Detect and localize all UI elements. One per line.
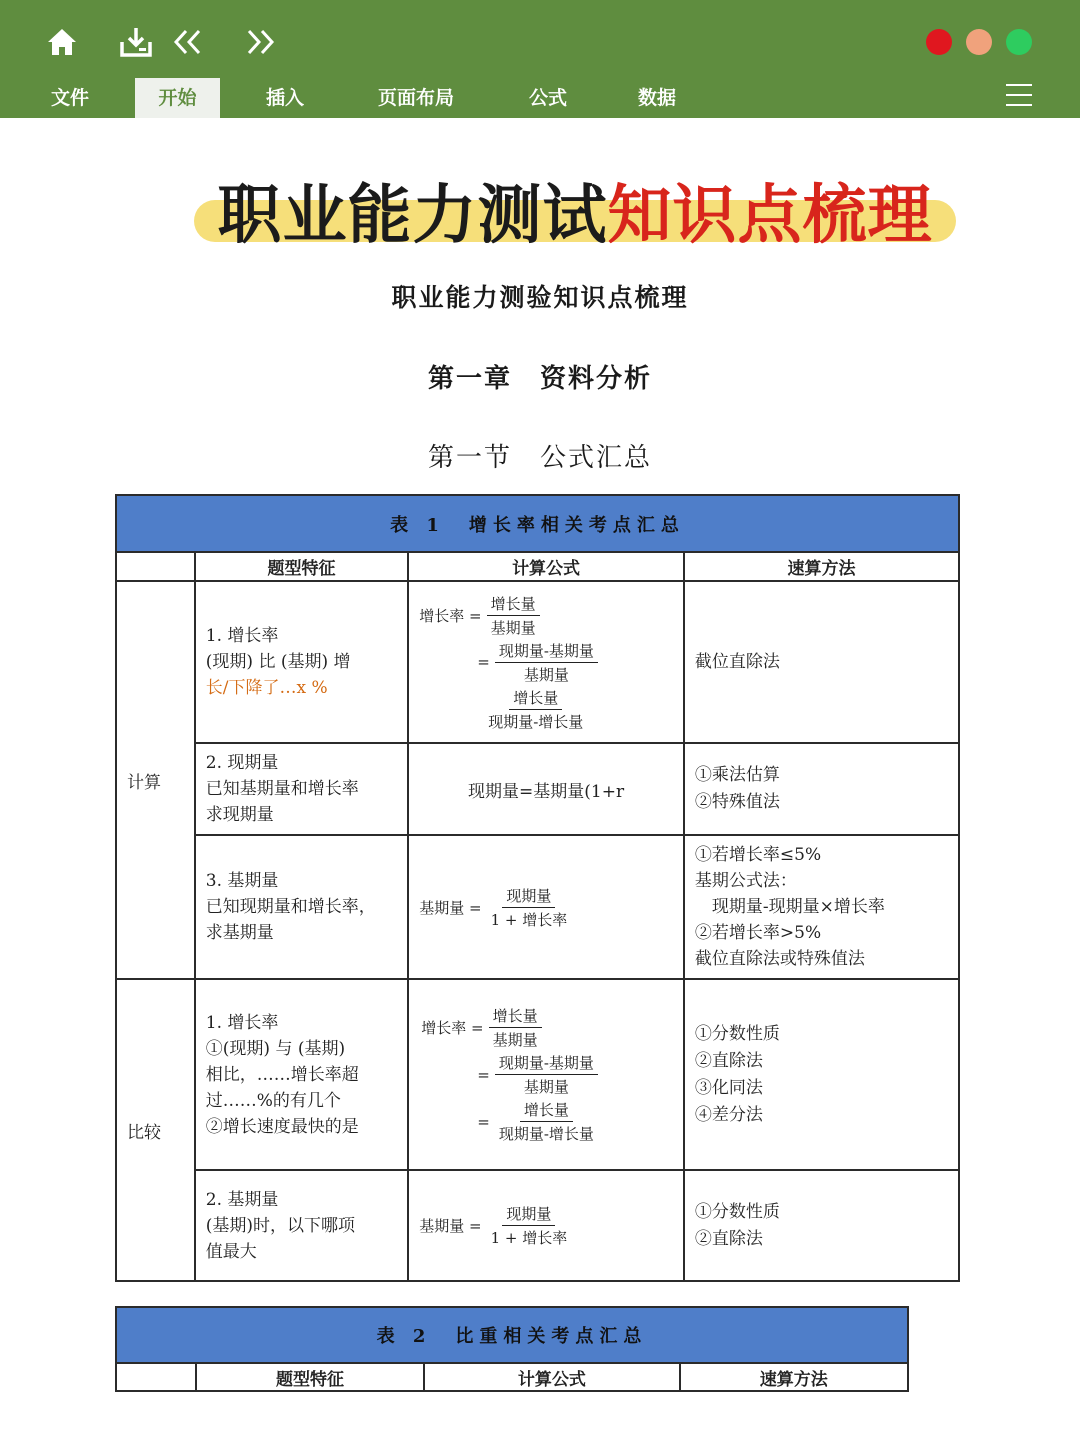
denominator: 基期量: [523, 665, 569, 684]
menu-formula[interactable]: 公式: [528, 87, 567, 109]
feature-cell: [195, 979, 408, 1170]
method-cell: [684, 581, 959, 743]
formula-cell: [408, 979, 684, 1170]
feature-line: 3. 基期量: [205, 871, 279, 891]
formula-cell: [408, 1170, 684, 1281]
formula-prefix: 增长率 =: [421, 1019, 484, 1037]
table1-header-method: 速算方法: [684, 552, 959, 581]
method-line: ②直除法: [694, 1228, 763, 1249]
method-line: ②特殊值法: [694, 792, 780, 812]
fraction: [495, 1052, 598, 1097]
minimize-window-dot[interactable]: [966, 29, 992, 55]
denominator: 现期量-增长量: [498, 1125, 594, 1143]
back-icon[interactable]: [170, 24, 206, 60]
fraction: [495, 640, 598, 685]
feature-cell: [195, 581, 408, 743]
table2-header-method: 速算方法: [680, 1363, 908, 1391]
numerator: 现期量-基期量: [495, 640, 598, 663]
table2-header-formula: 计算公式: [424, 1363, 679, 1391]
hamburger-menu-icon[interactable]: [1006, 84, 1032, 108]
method-line: ③化同法: [694, 1077, 763, 1098]
denominator: 1 + 增长率: [490, 910, 568, 929]
formula-cell: [408, 581, 684, 743]
method-line: ④差分法: [694, 1104, 763, 1125]
feature-line: 求基期量: [205, 923, 274, 943]
top-toolbar: [0, 0, 1080, 118]
menu-insert[interactable]: 插入: [265, 87, 304, 109]
formula-prefix: 基期量 =: [419, 898, 482, 917]
numerator: 增长量: [509, 687, 562, 710]
feature-line: 1. 增长率: [205, 626, 279, 646]
numerator: 现期量: [502, 885, 555, 908]
formula-line: [479, 687, 675, 732]
denominator: 基期量: [523, 1078, 569, 1096]
denominator: 现期量-增长量: [488, 712, 584, 731]
fraction: [484, 687, 587, 732]
method-line: 现期量-现期量×增长率: [694, 897, 885, 917]
feature-line: 已知现期量和增长率，: [205, 897, 376, 917]
table-row: [116, 581, 959, 743]
table1-caption: 表 1 增长率相关考点汇总: [116, 495, 959, 552]
method-line: ①分数性质: [694, 1201, 780, 1222]
table2-header-feature: 题型特征: [196, 1363, 424, 1391]
menu-home[interactable]: 开始: [135, 78, 220, 118]
feature-line: (现期) 比 (基期) 增: [205, 652, 351, 672]
method-line: ②直除法: [694, 1050, 763, 1071]
formula-cell: [408, 835, 684, 979]
formula-cell: 现期量=基期量(1+r: [408, 743, 684, 835]
feature-line: 1. 增长率: [205, 1012, 279, 1033]
feature-line: 2. 基期量: [205, 1189, 279, 1210]
feature-line: 过……%的有几个: [205, 1090, 341, 1111]
feature-line: 求现期量: [205, 805, 274, 825]
document-subtitle: 职业能力测验知识点梳理: [391, 283, 689, 312]
feature-line: 值最大: [205, 1241, 257, 1262]
menu-page-layout[interactable]: 页面布局: [377, 87, 454, 109]
denominator: 1 + 增长率: [490, 1229, 568, 1247]
denominator: 基期量: [490, 618, 536, 637]
feature-cell: [195, 743, 408, 835]
formula-line: [477, 1052, 675, 1097]
table2-caption: 表 2 比重相关考点汇总: [116, 1307, 908, 1363]
method-cell: [684, 835, 959, 979]
table2-header-blank: [116, 1363, 196, 1391]
formula-prefix: 增长率 =: [419, 606, 482, 625]
method-line: 截位直除法: [694, 651, 780, 672]
feature-line: (基期)时，以下哪项: [205, 1215, 356, 1236]
method-line: 基期公式法：: [694, 871, 797, 891]
page-title: [190, 164, 960, 256]
table1-header-blank: [116, 552, 195, 581]
table1-header-feature: 题型特征: [195, 552, 408, 581]
formula-prefix: =: [477, 1065, 490, 1084]
feature-line: 相比，……增长率超: [205, 1064, 359, 1085]
forward-icon[interactable]: [242, 24, 278, 60]
formula-prefix: =: [477, 1112, 490, 1131]
method-cell: [684, 979, 959, 1170]
title-red-part: 知识点梳理: [607, 178, 933, 253]
feature-cell: [195, 1170, 408, 1281]
feature-line: ②增长速度最快的是: [205, 1116, 359, 1137]
fraction: [489, 1005, 542, 1050]
numerator: 现期量: [502, 1203, 555, 1226]
table-proportion: [115, 1306, 909, 1392]
feature-line: ①(现期) 与 (基期): [205, 1038, 346, 1059]
feature-cell: [195, 835, 408, 979]
formula-line: [419, 593, 675, 638]
fraction: [487, 593, 540, 638]
formula-line: [477, 640, 675, 685]
numerator: 增长量: [520, 1099, 573, 1122]
formula-line: [419, 1203, 675, 1248]
table-row: [116, 1170, 959, 1281]
numerator: 增长量: [489, 1005, 542, 1028]
method-line: ①若增长率≤5%: [694, 845, 822, 865]
formula-line: [419, 885, 675, 930]
category-calc: 计算: [116, 581, 195, 979]
menu-file[interactable]: 文件: [50, 87, 89, 109]
fraction: [495, 1099, 598, 1144]
method-cell: [684, 743, 959, 835]
section-heading: 第一节 公式汇总: [427, 443, 652, 473]
fraction: [487, 885, 572, 930]
formula-prefix: 基期量 =: [419, 1217, 482, 1235]
home-icon[interactable]: [44, 24, 80, 60]
menu-bar: [0, 78, 1080, 118]
formula-line: [477, 1099, 675, 1144]
menu-data[interactable]: 数据: [637, 87, 676, 109]
numerator: 增长量: [487, 593, 540, 616]
feature-line: 长/下降了…x %: [205, 678, 328, 698]
formula-line: [421, 1005, 675, 1050]
table-growth-rate: [115, 494, 960, 1282]
method-line: ①乘法估算: [694, 765, 780, 785]
close-window-dot[interactable]: [926, 29, 952, 55]
method-cell: [684, 1170, 959, 1281]
table1-header-formula: 计算公式: [408, 552, 684, 581]
title-banner: [190, 160, 960, 253]
numerator: 现期量-基期量: [495, 1052, 598, 1075]
category-compare: 比较: [116, 979, 195, 1281]
method-line: ①分数性质: [694, 1023, 780, 1044]
feature-line: 2. 现期量: [205, 753, 279, 773]
chapter-heading: 第一章 资料分析: [427, 364, 652, 394]
fraction: [487, 1203, 572, 1248]
download-icon[interactable]: [118, 24, 154, 60]
title-black-part: 职业能力测试: [217, 178, 608, 253]
feature-line: 已知基期量和增长率: [205, 779, 359, 799]
denominator: 基期量: [492, 1031, 538, 1049]
table-row: [116, 743, 959, 835]
table-row: [116, 979, 959, 1170]
table-row: [116, 835, 959, 979]
maximize-window-dot[interactable]: [1006, 29, 1032, 55]
method-line: ②若增长率>5%: [694, 923, 822, 943]
formula-prefix: =: [477, 653, 490, 671]
method-line: 截位直除法或特殊值法: [694, 949, 865, 969]
